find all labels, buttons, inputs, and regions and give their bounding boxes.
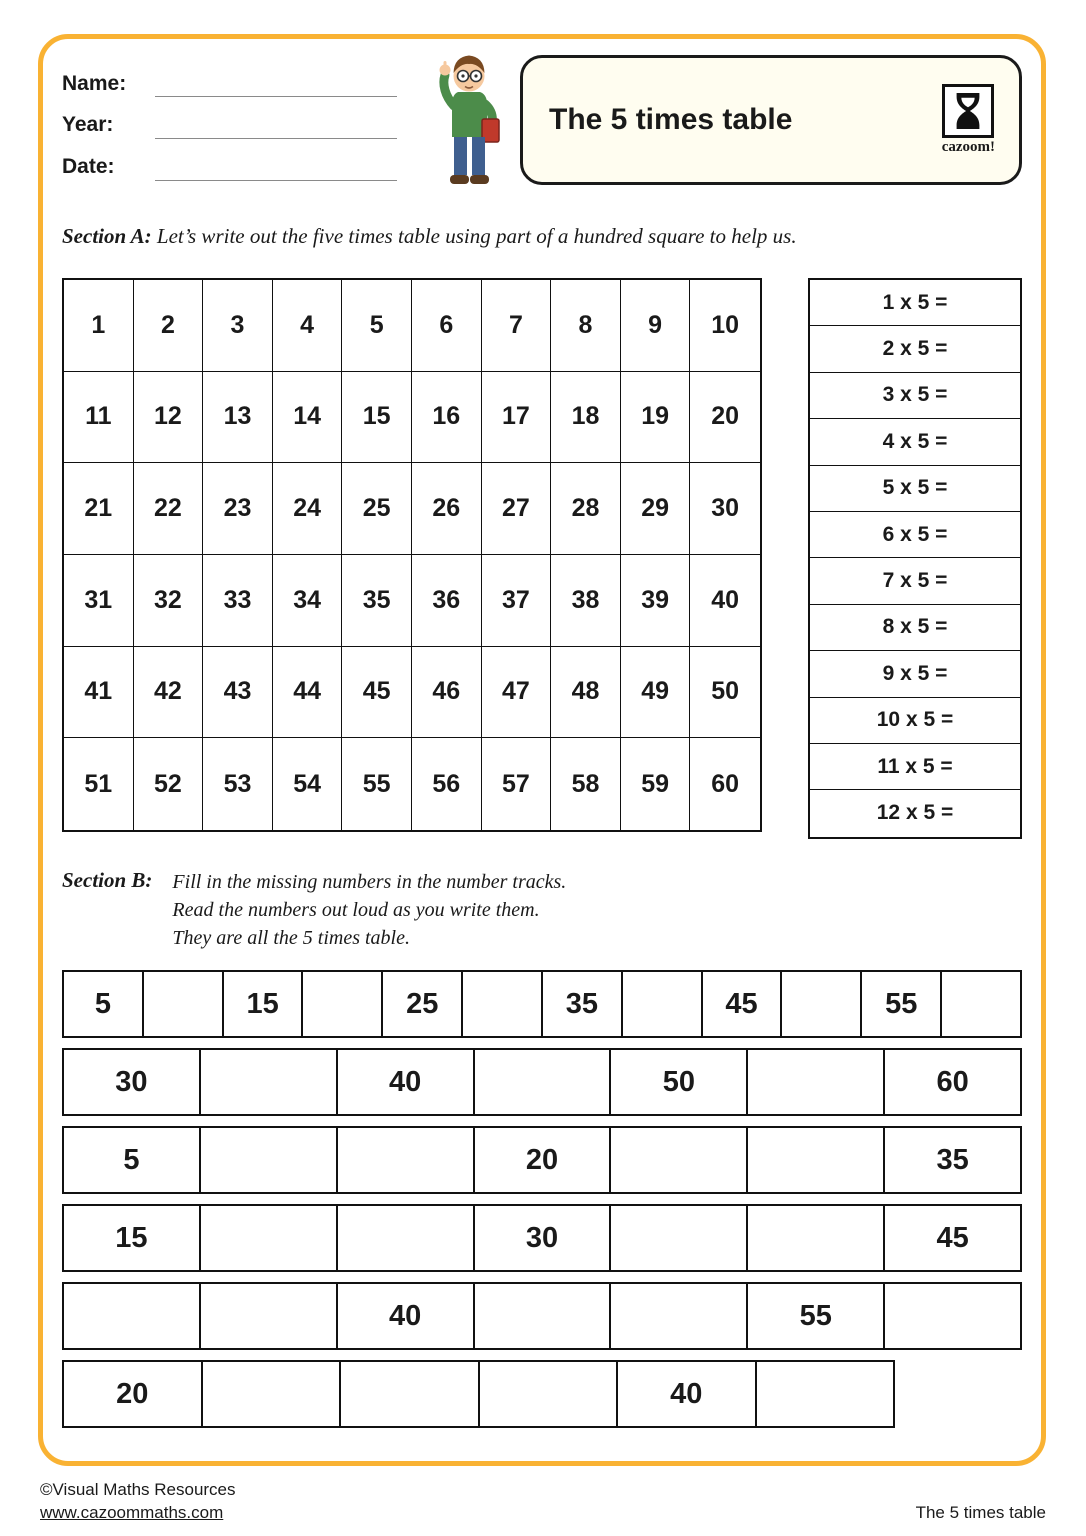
grid-cell: 21 <box>64 463 134 555</box>
track-cell: 15 <box>64 1206 201 1270</box>
grid-cell: 40 <box>690 555 760 647</box>
track-cell-blank <box>64 1284 201 1348</box>
instruction-line: Read the numbers out loud as you write them. <box>172 899 540 921</box>
multiplication-row: 3 x 5 = <box>810 373 1020 419</box>
grid-cell: 4 <box>273 280 343 372</box>
track-cell: 40 <box>338 1050 475 1114</box>
multiplication-row: 5 x 5 = <box>810 466 1020 512</box>
multiplication-list <box>808 278 1022 839</box>
grid-cell: 32 <box>134 555 204 647</box>
track-cell-blank <box>144 972 224 1036</box>
grid-cell: 13 <box>203 372 273 464</box>
multiplication-row: 9 x 5 = <box>810 651 1020 697</box>
track-cell: 20 <box>64 1362 203 1426</box>
multiplication-row: 1 x 5 = <box>810 280 1020 326</box>
multiplication-row: 11 x 5 = <box>810 744 1020 790</box>
date-label: Date: <box>62 155 115 178</box>
track-cell: 50 <box>611 1050 748 1114</box>
grid-cell: 11 <box>64 372 134 464</box>
track-cell: 40 <box>618 1362 757 1426</box>
grid-cell: 28 <box>551 463 621 555</box>
grid-cell: 52 <box>134 738 204 830</box>
section-b-instructions <box>172 868 566 952</box>
track-cell: 15 <box>224 972 304 1036</box>
track-cell: 55 <box>748 1284 885 1348</box>
number-track <box>62 970 1022 1038</box>
grid-cell: 38 <box>551 555 621 647</box>
grid-cell: 27 <box>482 463 552 555</box>
grid-cell: 10 <box>690 280 760 372</box>
grid-cell: 7 <box>482 280 552 372</box>
track-cell-blank <box>341 1362 480 1426</box>
grid-cell: 57 <box>482 738 552 830</box>
number-track <box>62 1360 895 1428</box>
name-writing-line <box>155 96 397 97</box>
multiplication-row: 12 x 5 = <box>876 801 954 825</box>
track-cell-blank <box>782 972 862 1036</box>
grid-cell: 23 <box>203 463 273 555</box>
track-cell-blank <box>463 972 543 1036</box>
track-cell-blank <box>201 1128 338 1192</box>
track-cell: 35 <box>543 972 623 1036</box>
grid-cell: 29 <box>621 463 691 555</box>
track-cell: 35 <box>936 1143 969 1176</box>
instruction-line: Fill in the missing numbers in the number tracks. <box>172 871 567 893</box>
grid-cell: 41 <box>64 647 134 739</box>
grid-cell: 47 <box>482 647 552 739</box>
cazoom-logo <box>942 84 995 156</box>
grid-cell: 46 <box>412 647 482 739</box>
grid-cell: 6 <box>412 280 482 372</box>
grid-cell: 25 <box>342 463 412 555</box>
track-cell: 60 <box>936 1065 969 1098</box>
grid-cell: 48 <box>551 647 621 739</box>
section-a-label: Section A: <box>62 224 152 248</box>
number-track <box>62 1282 1022 1350</box>
teacher-cartoon-icon <box>424 44 514 199</box>
grid-cell: 9 <box>621 280 691 372</box>
track-cell-blank <box>203 1362 342 1426</box>
grid-cell: 34 <box>273 555 343 647</box>
grid-cell: 43 <box>203 647 273 739</box>
track-cell-blank <box>611 1128 748 1192</box>
grid-cell: 35 <box>342 555 412 647</box>
track-cell: 45 <box>703 972 783 1036</box>
name-label: Name: <box>62 72 127 95</box>
grid-cell: 12 <box>134 372 204 464</box>
multiplication-row: 7 x 5 = <box>810 558 1020 604</box>
track-cell-blank <box>303 972 383 1036</box>
grid-cell: 55 <box>342 738 412 830</box>
grid-cell: 54 <box>273 738 343 830</box>
track-cell: 25 <box>383 972 463 1036</box>
instruction-line: They are all the 5 times table. <box>172 927 410 949</box>
grid-cell: 36 <box>412 555 482 647</box>
track-cell-blank <box>480 1362 619 1426</box>
grid-cell: 30 <box>690 463 760 555</box>
grid-cell: 5 <box>342 280 412 372</box>
grid-cell: 58 <box>551 738 621 830</box>
track-cell: 40 <box>338 1284 475 1348</box>
hundred-square-grid <box>62 278 762 832</box>
track-cell: 45 <box>936 1221 969 1254</box>
track-cell-blank <box>748 1128 885 1192</box>
grid-cell: 37 <box>482 555 552 647</box>
worksheet-title: The 5 times table <box>549 103 793 136</box>
track-cell-blank <box>748 1050 885 1114</box>
grid-cell: 26 <box>412 463 482 555</box>
number-track <box>62 1048 1022 1116</box>
grid-cell: 20 <box>690 372 760 464</box>
multiplication-row: 2 x 5 = <box>810 326 1020 372</box>
multiplication-row: 8 x 5 = <box>810 605 1020 651</box>
track-cell: 55 <box>862 972 942 1036</box>
track-cell-blank <box>201 1050 338 1114</box>
grid-cell: 15 <box>342 372 412 464</box>
year-writing-line <box>155 138 397 139</box>
track-cell-blank <box>748 1206 885 1270</box>
grid-cell: 1 <box>64 280 134 372</box>
grid-cell: 19 <box>621 372 691 464</box>
grid-cell: 24 <box>273 463 343 555</box>
grid-cell: 31 <box>64 555 134 647</box>
track-cell: 20 <box>475 1128 612 1192</box>
track-cell-blank <box>611 1284 748 1348</box>
track-cell-blank <box>201 1284 338 1348</box>
title-box <box>520 55 1022 185</box>
cazoom-logo-text: cazoom! <box>941 139 995 155</box>
section-b-label: Section B: <box>62 868 153 892</box>
footer-title: The 5 times table <box>915 1503 1046 1522</box>
grid-cell: 60 <box>711 769 740 798</box>
year-label: Year: <box>62 113 114 136</box>
track-cell-blank <box>475 1284 612 1348</box>
track-cell: 30 <box>475 1206 612 1270</box>
grid-cell: 22 <box>134 463 204 555</box>
grid-cell: 39 <box>621 555 691 647</box>
multiplication-row: 6 x 5 = <box>810 512 1020 558</box>
date-writing-line <box>155 180 397 181</box>
track-cell-blank <box>338 1128 475 1192</box>
track-cell-blank <box>942 972 1020 1036</box>
section-a-instruction: Let’s write out the five times table using part of a hundred square to help us. <box>156 224 797 248</box>
section-b-heading <box>62 868 1007 952</box>
grid-cell: 18 <box>551 372 621 464</box>
grid-cell: 14 <box>273 372 343 464</box>
number-track <box>62 1126 1022 1194</box>
grid-cell: 49 <box>621 647 691 739</box>
multiplication-row: 4 x 5 = <box>810 419 1020 465</box>
copyright-text: ©Visual Maths Resources <box>40 1480 236 1499</box>
multiplication-row: 10 x 5 = <box>810 698 1020 744</box>
track-cell-blank <box>885 1284 1020 1348</box>
grid-cell: 45 <box>342 647 412 739</box>
grid-cell: 33 <box>203 555 273 647</box>
grid-cell: 16 <box>412 372 482 464</box>
number-tracks <box>62 970 1022 1438</box>
track-cell-blank <box>623 972 703 1036</box>
grid-cell: 53 <box>203 738 273 830</box>
number-track <box>62 1204 1022 1272</box>
grid-cell: 59 <box>621 738 691 830</box>
track-cell-blank <box>611 1206 748 1270</box>
grid-cell: 42 <box>134 647 204 739</box>
grid-cell: 2 <box>134 280 204 372</box>
section-a-heading <box>62 224 1007 249</box>
grid-cell: 8 <box>551 280 621 372</box>
cazoommaths-link[interactable]: www.cazoommaths.com <box>40 1503 224 1522</box>
track-cell-blank <box>201 1206 338 1270</box>
track-cell: 30 <box>64 1050 201 1114</box>
grid-cell: 56 <box>412 738 482 830</box>
track-cell: 5 <box>64 972 144 1036</box>
track-cell-blank <box>475 1050 612 1114</box>
track-cell-blank <box>338 1206 475 1270</box>
grid-cell: 51 <box>64 738 134 830</box>
grid-cell: 44 <box>273 647 343 739</box>
grid-cell: 50 <box>690 647 760 739</box>
grid-cell: 3 <box>203 280 273 372</box>
track-cell-blank <box>757 1362 894 1426</box>
teacher-illustration <box>424 44 514 199</box>
grid-cell: 17 <box>482 372 552 464</box>
cazoom-goblet-icon <box>942 84 994 138</box>
track-cell: 5 <box>64 1128 201 1192</box>
